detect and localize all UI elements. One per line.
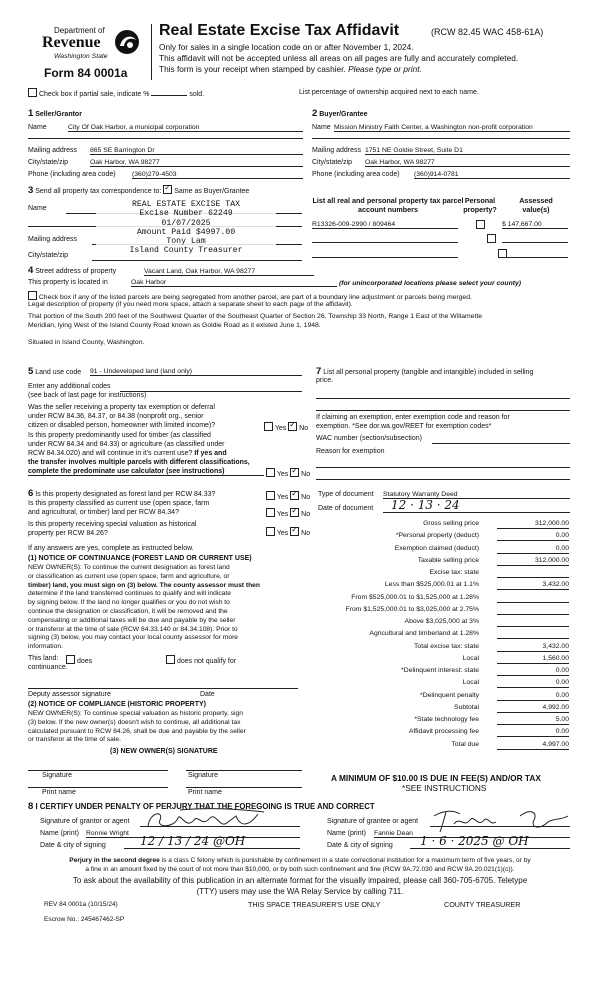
same-as-buyer-label: Same as Buyer/Grantee	[174, 188, 250, 195]
fee-label: Excise tax: state	[429, 569, 479, 576]
notice1-title: (1) NOTICE OF CONTINUANCE (FOREST LAND OR CURRENT USE)	[28, 555, 252, 562]
owner1-printname-field[interactable]	[28, 787, 168, 788]
grantor-name-label: Name (print)	[40, 830, 79, 837]
fee-value[interactable]: 3,432.00	[497, 643, 569, 652]
additional-codes-field[interactable]	[120, 391, 302, 392]
wac-label: WAC number (section/subsection)	[316, 435, 422, 442]
buyer-heading-label: Buyer/Grantee	[319, 111, 368, 118]
deputy-signature-label: Deputy assessor signature	[28, 691, 111, 698]
fee-value[interactable]: 1,560.00	[497, 655, 569, 664]
exemption-yes-label: Yes	[274, 425, 287, 432]
fee-value[interactable]: 0.00	[497, 545, 569, 554]
street-address-field[interactable]: Vacant Land, Oak Harbor, WA 98277	[144, 268, 314, 276]
segregated-checkbox[interactable]	[28, 291, 37, 300]
same-as-buyer-checkbox[interactable]	[163, 185, 172, 194]
buyer-name-line2[interactable]	[312, 138, 570, 139]
certify-heading-label: I CERTIFY UNDER PENALTY OF PERJURY THAT THE FOREGOING IS TRUE AND CORRECT	[35, 802, 375, 811]
county-treasurer: COUNTY TREASURER	[444, 900, 521, 909]
buyer-heading-num: 2	[312, 108, 318, 119]
forest-q3-yesno	[266, 527, 310, 537]
form-title: Real Estate Excise Tax Affidavit	[159, 22, 400, 39]
located-field[interactable]: Oak Harbor	[131, 279, 337, 287]
forest-q2-yes-label: Yes	[276, 511, 289, 518]
form-rcw: (RCW 82.45 WAC 458-61A)	[431, 27, 544, 37]
availability-text	[10, 876, 590, 897]
forest-q2-line2: and agricultural, or timber) land per RCW 84.34?	[28, 509, 179, 516]
notice2-title: (2) NOTICE OF COMPLIANCE (HISTORIC PROPERTY)	[28, 701, 206, 708]
land-use-field[interactable]: 91 - Undeveloped land (land only)	[90, 368, 302, 376]
parcel-row3-value[interactable]	[502, 257, 568, 258]
fee-value[interactable]: 312,000.00	[497, 520, 569, 529]
timber-q-line4: the transfer involves multiple parcels with different classifications,	[28, 459, 250, 466]
doc-date-label: Date of document	[318, 505, 374, 512]
owner2-printname-label: Print name	[188, 789, 222, 796]
timber-no-label: No	[301, 471, 311, 478]
fee-label: Total excise tax: state	[414, 642, 479, 650]
land-use-heading-num: 5	[28, 366, 34, 377]
owner2-signature-field[interactable]	[186, 770, 302, 771]
timber-yes-checkbox[interactable]	[266, 468, 275, 477]
seller-name-field[interactable]: City Of Oak Harbor, a municipal corporation	[68, 124, 303, 132]
notice1-text	[28, 564, 260, 652]
grantee-name-field[interactable]: Fannie Dean	[374, 830, 570, 838]
timber-q-yesno	[266, 468, 310, 478]
notice1-line: or classification as current use (open space, farm and agriculture, or	[28, 572, 230, 580]
exemption-no-checkbox[interactable]	[288, 422, 297, 431]
corr-mailing-label: Mailing address	[28, 236, 78, 243]
doc-type-field[interactable]: Statutory Warranty Deed	[383, 491, 570, 499]
forest-q1-no-checkbox[interactable]	[290, 491, 299, 500]
buyer-city-label: City/state/zip	[312, 159, 353, 166]
located-label: This property is located in	[28, 279, 108, 286]
correspondence-heading-num: 3	[28, 185, 34, 196]
notice2-line: or transferor at the time of sale.	[28, 736, 121, 744]
notice1-line: determine if the land transferred continues to qualify and will indicate	[28, 590, 231, 598]
fee-label: Gross selling price	[423, 520, 479, 527]
certify-heading-num: 8	[28, 801, 34, 812]
partial-sale-label: Check box if partial sale, indicate %	[38, 91, 150, 98]
fee-value[interactable]: 3,432.00	[497, 581, 569, 590]
claim-exemption-line2: exemption. *See dor.wa.gov/REET for exemption codes*	[316, 423, 492, 430]
fee-value[interactable]: 0.00	[497, 679, 569, 688]
reason-line2[interactable]	[316, 479, 570, 480]
header-line3	[159, 64, 422, 74]
seller-heading-num: 1	[28, 108, 34, 119]
parcel-row1-number[interactable]: R13326-009-2990 / 809464	[312, 221, 458, 229]
seller-city-field[interactable]: Oak Harbor, WA 98277	[90, 159, 303, 167]
personal-property-label2: price.	[316, 377, 334, 384]
does-option	[66, 655, 92, 665]
deputy-signature-field[interactable]	[28, 688, 298, 689]
fee-label: Agricultural and timberland at 1.28%	[369, 630, 479, 638]
parcel-row1-value[interactable]: $ 147,667.00	[502, 221, 568, 229]
fee-label: *State technology fee	[414, 716, 479, 723]
seller-city-label: City/state/zip	[28, 159, 69, 166]
owner2-signature-label: Signature	[188, 772, 218, 779]
stamp-line1: REAL ESTATE EXCISE TAX	[131, 200, 241, 209]
dept-revenue: Revenue	[42, 34, 101, 51]
stamp-line3: 01/07/2025	[161, 218, 211, 228]
notice1-line	[28, 582, 260, 591]
buyer-name-field[interactable]: Mission Ministry Faith Center, a Washington non-profit corporation	[334, 124, 570, 132]
forest-heading-num: 6	[28, 488, 34, 499]
additional-codes-note: (see back of last page for instructions)	[28, 392, 147, 399]
located-note: (for unincorporated locations please select your county)	[339, 280, 522, 287]
exemption-q-line2: under RCW 84.36, 84.37, or 84.38 (nonprofit org., senior	[28, 413, 204, 420]
buyer-mailing-label: Mailing address	[312, 147, 362, 154]
fee-value[interactable]	[497, 569, 569, 578]
header-line1: Only for sales in a single location code on or after November 1, 2024.	[159, 42, 414, 52]
continuance-label: continuance.	[28, 664, 68, 671]
stamp-line2: Excise Number 62249	[139, 209, 233, 219]
timber-q-line3a: RCW 84.34.020) and will continue in it's current use?	[28, 450, 195, 457]
legal-line1: That portion of the South 200 feet of the Southwest Quarter of the Southeast Quarter of Section 26, Township 33 North, Range 1 East of the Willamette	[28, 313, 483, 320]
stamp-line6: Island County Treasurer	[129, 246, 243, 256]
seller-mailing-field[interactable]: 865 SE Barrington Dr	[90, 147, 303, 155]
fee-value[interactable]: 0.00	[497, 692, 569, 701]
availability-line1: To ask about the availability of this publication in an alternate format for the visually impaired, please call 360-705-6705. Teletype	[72, 876, 528, 885]
timber-yes-label: Yes	[276, 471, 289, 478]
reason-label: Reason for exemption	[316, 448, 385, 455]
notice1-line: by signing below. If the land no longer qualifies or you do not wish to	[28, 599, 230, 607]
does-not-label: does not qualify for	[176, 658, 237, 665]
fee-value[interactable]: 312,000.00	[497, 557, 569, 566]
buyer-mailing-field[interactable]: 1751 NE Goldie Street, Suite D1	[365, 147, 570, 155]
timber-q-line3	[28, 450, 227, 457]
partial-sale-percent-field[interactable]	[151, 95, 187, 96]
does-not-option	[166, 655, 236, 665]
buyer-name-label: Name	[312, 124, 331, 131]
corr-name-label: Name	[28, 205, 47, 212]
legal-line2: Meridian, lying West of the Island County Road known as Goldie Road as it existed June 1, 1948.	[28, 322, 321, 329]
doc-date-field[interactable]: 12 · 13 · 24	[383, 498, 570, 513]
header-divider	[151, 24, 152, 80]
street-row	[28, 265, 116, 276]
forest-q3-no-checkbox[interactable]	[290, 527, 299, 536]
excise-tax-stamp	[96, 200, 276, 256]
fee-label: *Personal property (deduct)	[395, 532, 479, 540]
grantor-date-label: Date & city of signing	[40, 842, 106, 849]
exemption-q-yesno	[264, 422, 308, 432]
timber-q-line2: under RCW 84.34 and 84.33) or agriculture (as classified under	[28, 441, 225, 448]
seller-heading	[28, 108, 82, 119]
dept-line1: Department of	[54, 26, 105, 35]
segregated-label: Check box if any of the listed parcels are being segregated from another parcel, are part of a boundary line adjustment or parcels being merged.	[38, 294, 472, 301]
forest-q1-yesno	[266, 491, 310, 501]
grantor-signature-label: Signature of grantor or agent	[40, 818, 130, 825]
additional-codes-label: Enter any additional codes	[28, 383, 111, 390]
grantee-date-label: Date & city of signing	[327, 842, 393, 849]
forest-q2-yesno	[266, 508, 310, 518]
seller-name-line2[interactable]	[28, 138, 303, 139]
legal-line3: Situated in Island County, Washington.	[28, 339, 145, 346]
corr-city-field[interactable]	[92, 260, 302, 261]
notice1-line: continue the designation or classification, it will be removed and the	[28, 607, 228, 615]
seller-heading-label: Seller/Grantor	[35, 111, 82, 118]
fee-label: Subtotal	[454, 703, 479, 711]
forest-q2-no-label: No	[301, 511, 311, 518]
exemption-no-label: No	[299, 425, 309, 432]
fee-label: Exemption claimed (deduct)	[394, 544, 479, 552]
wac-field[interactable]	[432, 443, 570, 444]
forest-q1-label: Is this property designated as forest land per RCW 84.33?	[35, 491, 216, 498]
forest-q1-yes-label: Yes	[276, 494, 289, 501]
does-label: does	[76, 658, 93, 665]
forest-q3-yes-checkbox[interactable]	[266, 527, 275, 536]
notice2-line: NEW OWNER(S): To continue special valuation as historic property, sign	[28, 710, 243, 717]
header-line2: This affidavit will not be accepted unless all areas on all pages are fully and accurately completed.	[159, 53, 519, 63]
buyer-phone-label: Phone (including area code)	[312, 171, 400, 178]
notice1-line-text: timber) land, you must sign on (3) below. The county assessor must then	[28, 581, 260, 589]
personal-property-label1: List all personal property (tangible and intangible) included in selling	[323, 369, 534, 376]
fee-label: Above $3,025,000 at 3%	[404, 618, 479, 625]
fee-label: Less than $525,000.01 at 1.1%	[384, 581, 479, 589]
forest-q3-yes-label: Yes	[276, 530, 289, 537]
forest-q1-yes-checkbox[interactable]	[266, 491, 275, 500]
fee-label: From $1,525,000.01 to $3,025,000 at 2.75%	[345, 605, 479, 613]
stamp-line4: Amount Paid $4997.00	[136, 227, 236, 237]
notice2-line: (3) below. If the new owner(s) doesn't wish to continue, all additional tax	[28, 718, 241, 726]
parcel-row2-number[interactable]	[312, 242, 458, 243]
exemption-q-line1: Was the seller receiving a property tax exemption or deferral	[28, 404, 215, 411]
timber-q-line3b: If yes and	[194, 450, 227, 457]
forest-q3-line2: property per RCW 84.26?	[28, 530, 108, 537]
partial-sale-checkbox[interactable]	[28, 88, 37, 97]
perjury-line1-text: is a class C felony which is punishable by confinement in a state correctional institution for a maximum term of five years, or by	[159, 857, 531, 864]
forest-q1-row	[28, 488, 215, 499]
minimum-due-line2: *SEE INSTRUCTIONS	[402, 783, 487, 793]
grantee-date-field[interactable]: 1 · 6 · 2025 @ OH	[410, 834, 570, 849]
if-yes-note: If any answers are yes, complete as instructed below.	[28, 545, 194, 552]
list-percentage-note: List percentage of ownership acquired next to each name.	[299, 89, 479, 96]
fee-label: From $525,000.01 to $1,525,000 at 1.28%	[351, 593, 479, 601]
dept-state: Washington State	[54, 53, 108, 60]
owner1-printname-label: Print name	[42, 789, 76, 796]
notice2-text	[28, 710, 246, 745]
fee-label: Affidavit processing fee	[408, 728, 479, 736]
correspondence-heading	[28, 185, 249, 196]
owner1-signature-label: Signature	[42, 772, 72, 779]
fee-value[interactable]	[497, 618, 569, 627]
perjury-text	[10, 856, 590, 874]
land-use-row	[28, 366, 81, 377]
fee-value[interactable]: 0.00	[497, 532, 569, 541]
notice1-line: NEW OWNER(S): To continue the current designation as forest land	[28, 564, 230, 571]
notice2-line: calculated pursuant to RCW 84.26, shall be due and payable by the seller	[28, 727, 246, 735]
stamp-line5: Tony Lam	[166, 237, 206, 247]
grantor-name-field[interactable]: Ronnie Wright	[86, 830, 300, 838]
street-label: Street address of property	[35, 268, 117, 275]
fee-value[interactable]	[497, 606, 569, 615]
forest-q3-line1: Is this property receiving special valuation as historical	[28, 521, 197, 528]
buyer-city-field[interactable]: Oak Harbor, WA 98277	[365, 159, 570, 167]
parcel-row3-number[interactable]	[312, 257, 458, 258]
this-land-label: This land:	[28, 655, 59, 662]
partial-sale-row	[28, 88, 204, 98]
fee-value[interactable]: 5.00	[497, 716, 569, 725]
personal-property-line2[interactable]	[316, 410, 570, 411]
forest-q2-line1: Is this property classified as current use (open space, farm	[28, 500, 210, 507]
parcels-col3-header: Assessed value(s)	[519, 196, 553, 214]
parcels-col2-header: Personal property?	[463, 196, 497, 214]
legal-label: Legal description of property (if you need more space, attach a separate sheet to each page of the affidavit).	[28, 301, 353, 308]
grantor-date-field[interactable]: 12 / 13 / 24 @OH	[124, 834, 300, 849]
fee-label: Total due	[451, 740, 479, 748]
fee-value[interactable]	[497, 630, 569, 639]
parcel-row1-personal-checkbox[interactable]	[476, 220, 485, 229]
forest-q2-no-checkbox[interactable]	[290, 508, 299, 517]
form-number: Form 84 0001a	[44, 66, 128, 80]
exemption-q-line3: citizen or disabled person, homeowner with limited income)?	[28, 422, 216, 429]
partial-sale-sold: sold.	[189, 91, 205, 98]
street-heading-num: 4	[28, 265, 34, 276]
fee-label: *Delinquent penalty	[420, 691, 479, 699]
grantee-signature-label: Signature of grantee or agent	[327, 818, 419, 825]
fee-label: Local	[462, 679, 479, 687]
seller-phone-field[interactable]: (360)279-4503	[132, 171, 303, 179]
timber-q-line1: Is this property predominantly used for timber (as classified	[28, 432, 211, 439]
reason-line1[interactable]	[316, 467, 570, 468]
header-line3-b: Please type or print.	[348, 64, 422, 74]
corr-city-label: City/state/zip	[28, 252, 69, 259]
notice1-line: or transferor at the time of sale (RCW 84.33.140 or 84.34.108). Prior to	[28, 625, 238, 633]
owner2-printname-field[interactable]	[186, 787, 302, 788]
parcel-row2-value[interactable]	[502, 242, 568, 243]
dor-swirl-icon	[112, 28, 142, 56]
seller-mailing-label: Mailing address	[28, 147, 78, 154]
perjury-bold: Perjury in the second degree	[69, 857, 160, 864]
escrow-number: Escrow No.: 245467462-SP	[44, 916, 125, 923]
treasurer-space: THIS SPACE TREASURER'S USE ONLY	[248, 900, 381, 909]
personal-property-line1[interactable]	[316, 398, 570, 399]
parcels-col1-header: List all real and personal property tax parcel account numbers	[312, 196, 464, 214]
perjury-line2: a fine in an amount fixed by the court of not more than $10,000, or by both such confinement and fine (RCW 9A.72.030 and RCW 9A.20.021(1)(c)).	[85, 866, 515, 873]
owner1-signature-field[interactable]	[28, 770, 168, 771]
fee-label: Taxable selling price	[417, 556, 479, 564]
header-line3-a: This form is your receipt when stamped by cashier.	[159, 64, 349, 74]
deputy-date-label: Date	[200, 691, 215, 698]
rev-number: REV 84 0001a (10/15/24)	[44, 901, 118, 908]
minimum-due-line1: A MINIMUM OF $10.00 IS DUE IN FEE(S) AND/OR TAX	[331, 773, 541, 783]
timber-no-checkbox[interactable]	[290, 468, 299, 477]
grantee-name-label: Name (print)	[327, 830, 366, 837]
segregated-row	[28, 291, 472, 301]
doc-type-label: Type of document	[318, 491, 374, 498]
does-checkbox[interactable]	[66, 655, 75, 664]
notice1-line: information.	[28, 643, 63, 651]
seller-phone-label: Phone (including area code)	[28, 171, 116, 178]
timber-q-line5: complete the predominate use calculator (see instructions)	[28, 468, 264, 476]
notice1-line: signing (3) below, you may contact your local county assessor for more	[28, 634, 239, 642]
new-owner-signature-title: (3) NEW OWNER(S) SIGNATURE	[110, 748, 218, 755]
fee-label: *Delinquent interest: state	[401, 667, 479, 674]
does-not-checkbox[interactable]	[166, 655, 175, 664]
seller-name-label: Name	[28, 124, 47, 131]
perjury-line1	[10, 856, 590, 865]
availability-line2: (TTY) users may use the WA Relay Service by calling 711.	[196, 886, 404, 896]
correspondence-heading-label: Send all property tax correspondence to:	[35, 188, 162, 195]
land-use-label: Land use code	[35, 369, 82, 376]
fee-value[interactable]: 4,997.00	[497, 741, 569, 750]
parcel-row2-personal-checkbox[interactable]	[487, 234, 496, 243]
buyer-phone-field[interactable]: (360)914-0781	[414, 171, 570, 179]
fee-label: Local	[462, 654, 479, 662]
forest-q1-no-label: No	[301, 494, 311, 501]
forest-q2-yes-checkbox[interactable]	[266, 508, 275, 517]
claim-exemption-line1: If claiming an exemption, enter exemption code and reason for	[316, 414, 510, 421]
buyer-heading	[312, 108, 368, 119]
fee-value[interactable]	[497, 594, 569, 603]
notice1-line: compensating or additional taxes will be due and payable by the seller	[28, 616, 236, 624]
fee-value[interactable]: 0.00	[497, 728, 569, 737]
personal-property-heading-num: 7	[316, 366, 322, 377]
fee-value[interactable]: 4,992.00	[497, 704, 569, 713]
forest-q3-no-label: No	[301, 530, 311, 537]
exemption-yes-checkbox[interactable]	[264, 422, 273, 431]
fee-value[interactable]: 0.00	[497, 667, 569, 676]
personal-property-row	[316, 366, 533, 377]
